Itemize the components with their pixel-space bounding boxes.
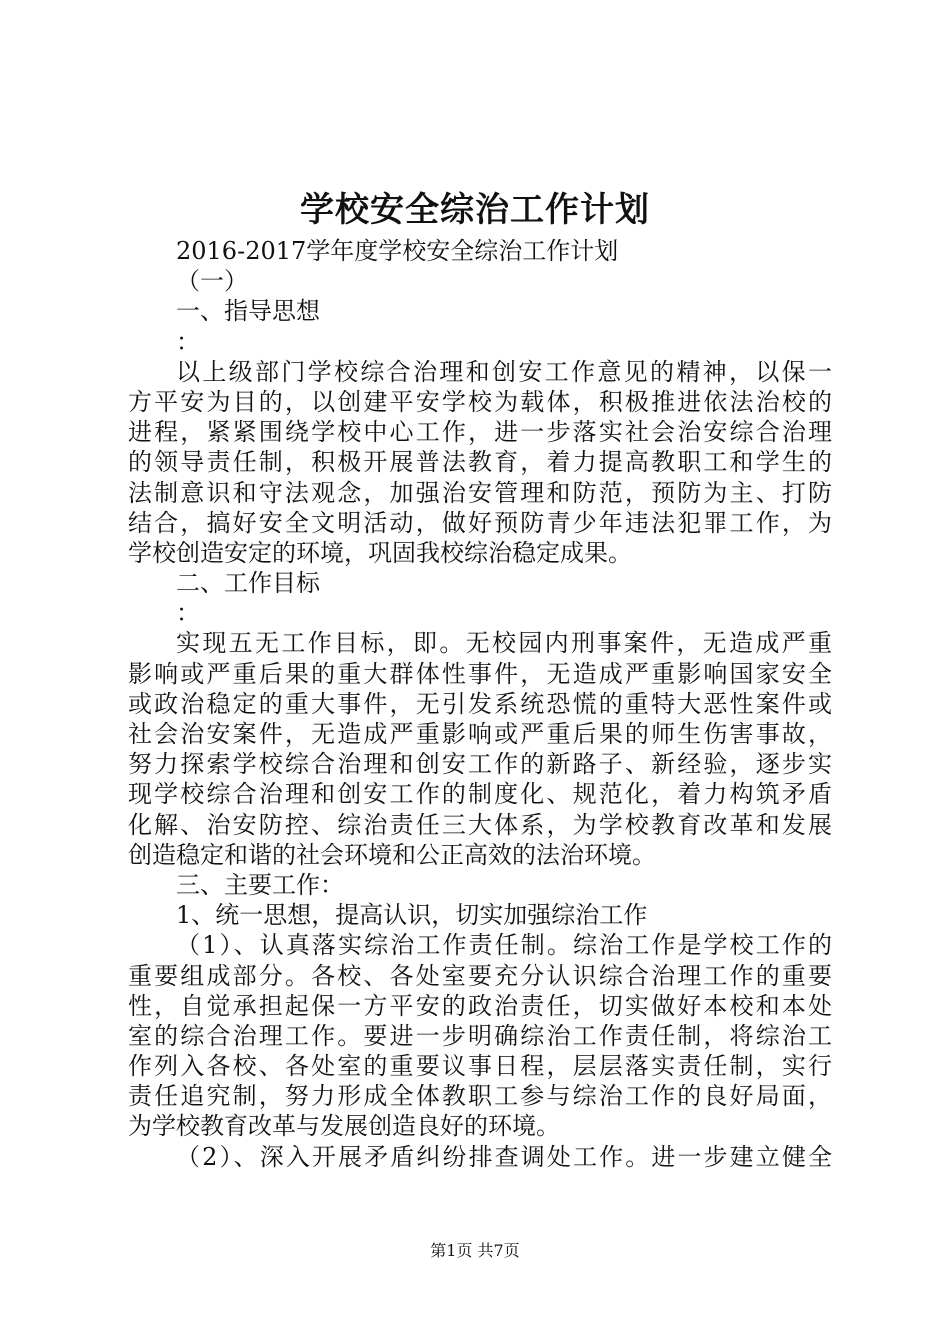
- text-line: 责任追究制，努力形成全体教职工参与综治工作的良好局面，: [128, 1082, 832, 1111]
- page-title: 学校安全综治工作计划: [300, 190, 650, 230]
- text-line: 实现五无工作目标，即。无校园内刑事案件，无造成严重: [176, 629, 832, 658]
- text-line: 方平安为目的，以创建平安学校为载体，积极推进依法治校的: [128, 387, 832, 416]
- text-line: 结合，搞好安全文明活动，做好预防青少年违法犯罪工作，为: [128, 508, 832, 537]
- text-line: 2016-2017学年度学校安全综治工作计划: [176, 237, 619, 265]
- text-line: 化解、治安防控、综治责任三大体系，为学校教育改革和发展: [128, 810, 832, 839]
- text-line: 或政治稳定的重大事件，无引发系统恐慌的重特大恶性案件或: [128, 689, 832, 718]
- page-footer: 第1页 共7页: [430, 1241, 520, 1260]
- text-line: 1、统一思想，提高认识，切实加强综治工作: [176, 901, 648, 930]
- text-line: 影响或严重后果的重大群体性事件，无造成严重影响国家安全: [128, 659, 832, 688]
- text-line: ：: [176, 327, 200, 356]
- text-line: 三、主要工作：: [176, 870, 344, 899]
- document-body: [128, 236, 832, 1172]
- text-line: 进程，紧紧围绕学校中心工作，进一步落实社会治安综合治理: [128, 418, 832, 447]
- text-line: 为学校教育改革与发展创造良好的环境。: [128, 1112, 560, 1141]
- text-line: （1）、认真落实综治工作责任制。综治工作是学校工作的: [176, 931, 832, 960]
- text-line: 现学校综合治理和创安工作的制度化、规范化，着力构筑矛盾: [128, 780, 832, 809]
- text-line: 重要组成部分。各校、各处室要充分认识综合治理工作的重要: [128, 961, 832, 990]
- text-line: 以上级部门学校综合治理和创安工作意见的精神，以保一: [176, 357, 832, 386]
- text-line: （2）、深入开展矛盾纠纷排查调处工作。进一步建立健全: [176, 1142, 832, 1171]
- text-line: 性，自觉承担起保一方平安的政治责任，切实做好本校和本处: [128, 991, 832, 1020]
- text-line: 的领导责任制，积极开展普法教育，着力提高教职工和学生的: [128, 448, 832, 477]
- text-line: 创造稳定和谐的社会环境和公正高效的法治环境。: [128, 840, 656, 869]
- text-line: ：: [176, 599, 200, 628]
- text-line: （一）: [176, 267, 248, 296]
- text-line: 二、工作目标: [176, 569, 320, 598]
- text-line: 社会治安案件，无造成严重影响或严重后果的师生伤害事故，: [128, 720, 832, 748]
- text-line: 法制意识和守法观念，加强治安管理和防范，预防为主、打防: [128, 478, 832, 507]
- text-line: 作列入各校、各处室的重要议事日程，层层落实责任制，实行: [128, 1052, 832, 1081]
- text-line: 一、指导思想: [176, 297, 320, 326]
- text-line: 努力探索学校综合治理和创安工作的新路子、新经验，逐步实: [128, 750, 832, 779]
- text-line: 学校创造安定的环境，巩固我校综治稳定成果。: [128, 538, 632, 567]
- text-line: 室的综合治理工作。要进一步明确综治工作责任制，将综治工: [128, 1021, 832, 1050]
